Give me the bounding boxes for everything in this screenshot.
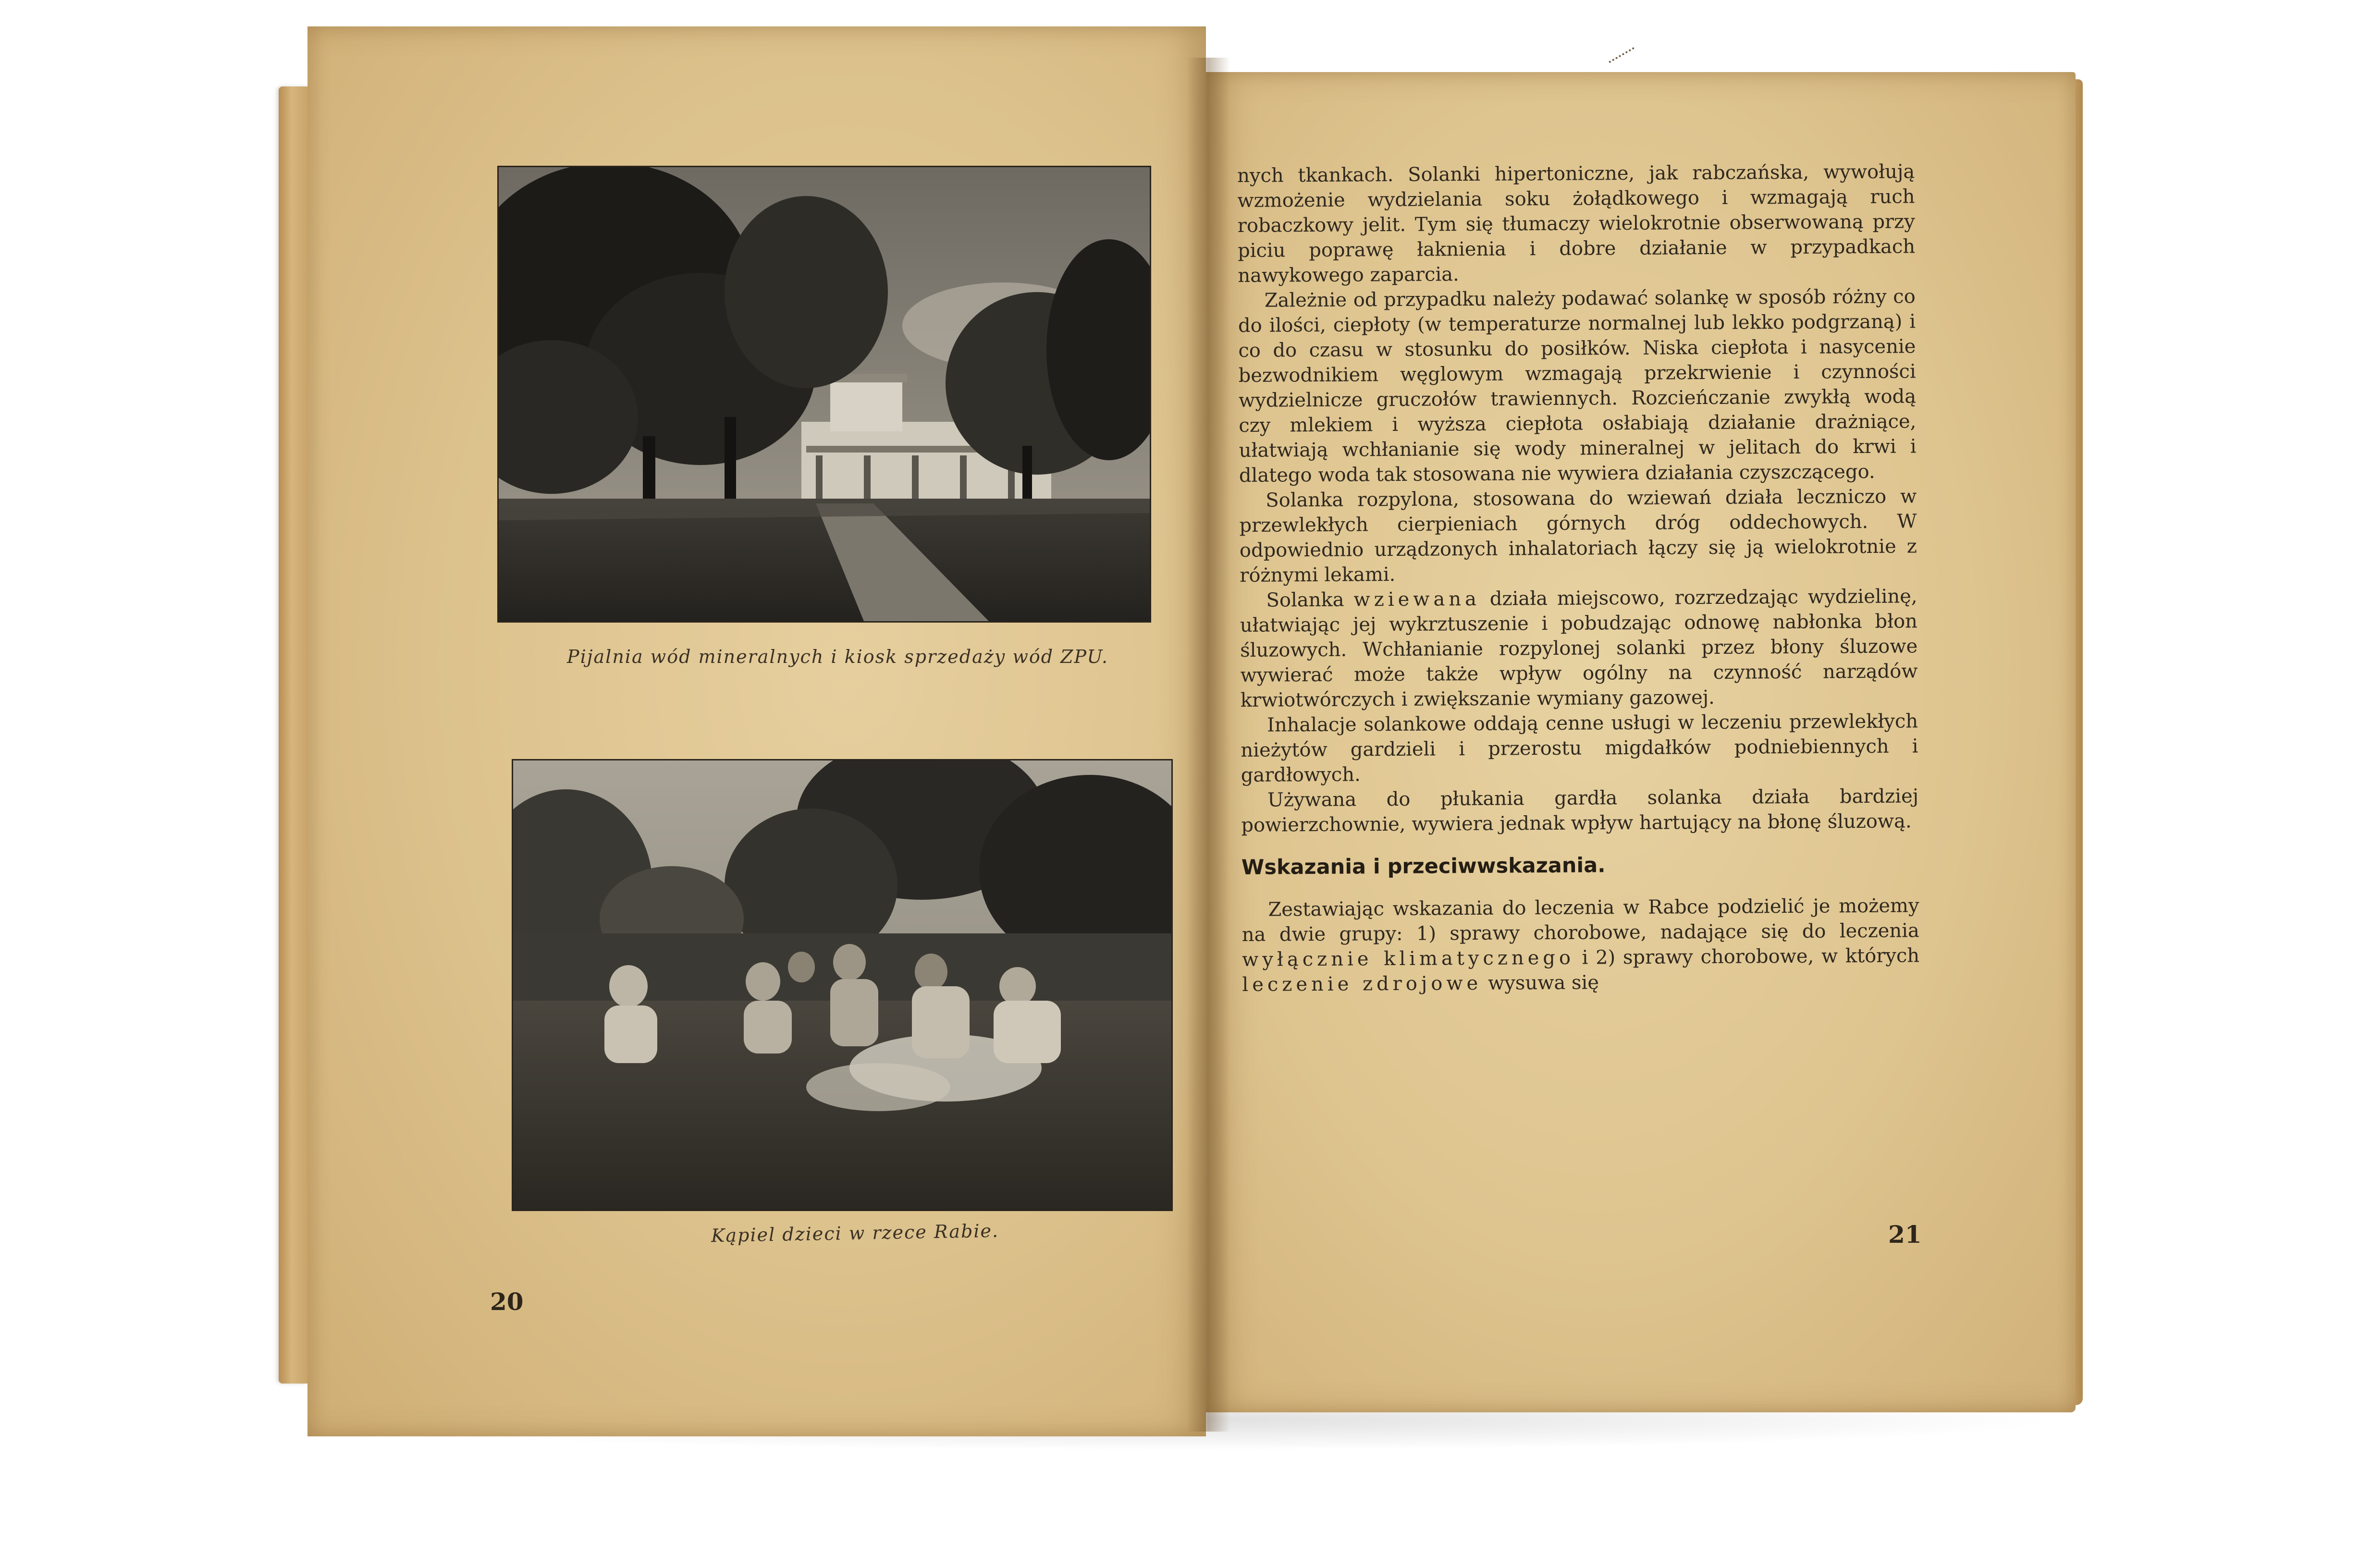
photo-caption: Kąpiel dzieci w rzece Rabie.: [711, 1220, 999, 1247]
section-heading: Wskazania i przeciwwskazania.: [1241, 853, 1606, 880]
photo-pump-room: [497, 166, 1151, 623]
paragraph: Solanka rozpylona, stosowana do wziewań działa leczniczo w przewlekłych cierpieniach górnych dróg oddechowych. W odpowiednio urządzonych inhalatoriach łączy się ją wielokrotnie z różnymi lekami.: [1239, 485, 1918, 587]
text-run: wysuwa się: [1487, 971, 1599, 994]
paragraph: Inhalacje solankowe oddają cenne usługi w leczeniu przewlekłych nieżytów gardzieli i przerostu migdałków podniebiennych i gardłowych.: [1241, 710, 1918, 786]
paragraph: [1240, 584, 1918, 713]
page-number: 21: [1888, 1220, 1922, 1249]
emphasized-text: leczenie zdrojowe: [1242, 972, 1482, 996]
photo-caption: Pijalnia wód mineralnych i kiosk sprzedaży wód ZPU.: [567, 646, 1109, 667]
emphasized-text: wziewana: [1353, 588, 1481, 611]
text-run: i 2) sprawy chorobowe, w których: [1582, 944, 1920, 969]
paragraph: nych tkankach. Solanki hipertoniczne, jak rabczańska, wywołują wzmożenie wydzielania soku żołądkowego i wzmagają ruch robaczkowy jelit. Tym się tłumaczy wielokrotnie obserwowaną przy piciu poprawę łaknienia i dobre działanie w przypadkach nawykowego zaparcia.: [1237, 160, 1916, 287]
emphasized-text: wyłącznie klimatycznego: [1241, 946, 1575, 971]
text-run: Solanka: [1266, 588, 1344, 612]
page-stack-edge: [279, 86, 307, 1384]
body-text: [1237, 159, 1920, 997]
book-gutter: [1187, 58, 1230, 1432]
paragraph: [1241, 893, 1919, 997]
photo-children-river: [512, 759, 1173, 1211]
text-run: Zestawiając wskazania do leczenia w Rabce podzielić je możemy na dwie grupy: 1) sprawy chorobowe, nadające się do leczenia: [1241, 894, 1919, 946]
text-run: działa miejscowo, rozrzedzając wydzielinę, ułatwiając jej wykrztuszenie i pobudzając odnowę nabłonka błon śluzowych. Wchłanianie rozpylonej solanki przez błony śluzowe wywierać może także wpływ ogólny na czynność narządów krwiotwórczych i zwiększanie wymiany gazowej.: [1240, 585, 1918, 711]
page-number: 20: [490, 1287, 524, 1316]
paragraph: Zależnie od przypadku należy podawać solankę w sposób różny co do ilości, ciepłoty (w temperaturze normalnej lub lekko podgrzaną) i co do czasu w stosunku do posiłków. Niska ciepłota i nasycenie bezwodnikiem węglowym wzmagają przekrwienie i czynności wydzielnicze gruczołów trawiennych. Rozcieńczanie zwykłą wodą czy mlekiem i wyższa ciepłota osłabiają działanie drażniące, ułatwiają wchłanianie się wody mineralnej w jelitach do krwi i dlatego woda tak stosowana nie wywiera działania czyszczącego.: [1238, 285, 1917, 487]
paragraph: Używana do płukania gardła solanka działa bardziej powierzchownie, wywiera jednak wpływ hartujący na błonę śluzową.: [1241, 785, 1919, 836]
